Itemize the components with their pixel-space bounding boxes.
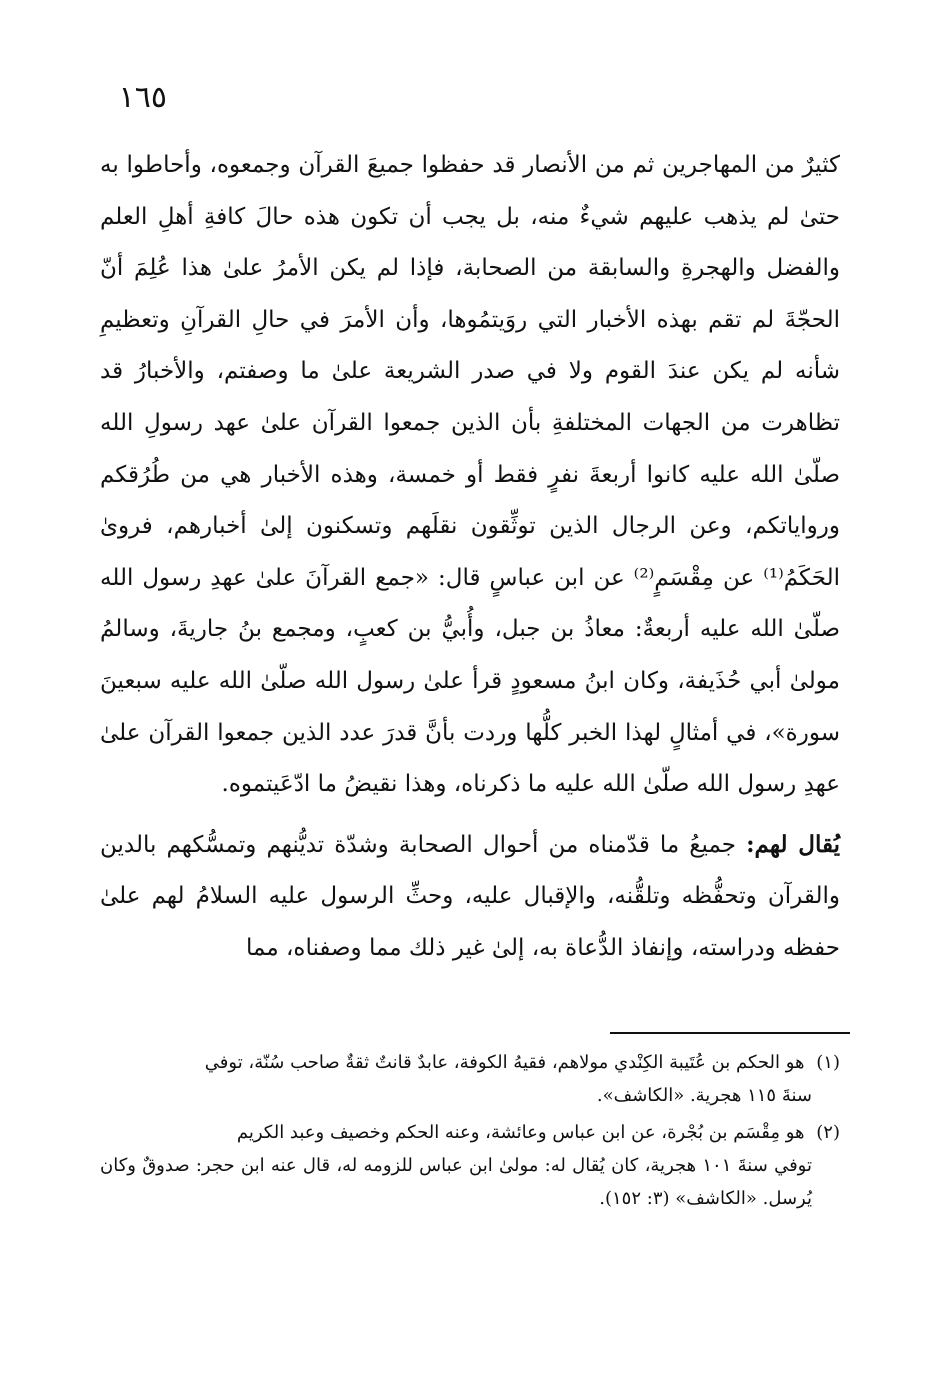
main-text xyxy=(100,140,840,975)
footnote-1-number: (١) xyxy=(816,1052,840,1073)
footnote-2-continuation: توفي سنةَ ١٠١ هجرية، كان يُقال له: مولىٰ ابن عباس للزومه له، قال عنه ابن حجر: صدوقٌ وكان يُرسل. «الكاشف» (٣: ١٥٢). xyxy=(100,1155,812,1209)
footnote-2-text: هو مِقْسَم بن بُجْرة، عن ابن عباس وعائشة، وعنه الحكم وخصيف وعبد الكريم xyxy=(236,1122,805,1143)
footnote-2 xyxy=(100,1116,840,1215)
paragraph-2 xyxy=(100,819,840,975)
paragraph-1: كثيرٌ من المهاجرين ثم من الأنصار قد حفظوا جميعَ القرآن وجمعوه، وأحاطوا به حتىٰ لم يذهب عليهم شيءٌ منه، بل يجب أن تكون هذه حالَ كافةِ أهلِ العلم والفضل والهجرةِ والسابقة من الصحابة، فإذا لم يكن الأمرُ علىٰ هذا عُلِمَ أنّ الحجّةَ لم تقم بهذه الأخبار التي روَيتمُوها، وأن الأمرَ في حالِ القرآنِ وتعظيمِ شأنه لم يكن عندَ القوم ولا في صدر الشريعة علىٰ ما وصفتم، والأخبارُ قد تظاهرت من الجهات المختلفةِ بأن الذين جمعوا القرآن علىٰ عهد رسولِ الله صلّىٰ الله عليه كانوا أربعةَ نفرٍ فقط أو خمسة، وهذه الأخبار هي من طُرُقكم ورواياتكم، وعن الرجال الذين توثِّقون نقلَهم وتسكنون إلىٰ أخبارهم، فروىٰ الحَكَمُ⁽¹⁾ عن مِقْسَمٍ⁽²⁾ عن ابن عباسٍ قال: «جمع القرآنَ علىٰ عهدِ رسول الله صلّىٰ الله عليه أربعةٌ: معاذُ بن جبل، وأُبيُّ بن كعبٍ، ومجمع بنُ جاريةَ، وسالمُ مولىٰ أبي حُذَيفة، وكان ابنُ مسعودٍ قرأ علىٰ رسول الله صلّىٰ الله عليه سبعينَ سورة»، في أمثالٍ لهذا الخبر كلُّها وردت بأنَّ قدرَ عدد الذين جمعوا القرآن علىٰ عهدِ رسول الله صلّىٰ الله عليه ما ذكرناه، وهذا نقيضُ ما ادّعَيتموه. xyxy=(100,152,840,798)
paragraph-2-lead: يُقال لهم: xyxy=(746,830,840,858)
footnote-2-number: (٢) xyxy=(816,1122,840,1143)
footnote-1-text: هو الحكم بن عُتَيبة الكِنْدي مولاهم، فقيهُ الكوفة، عابدٌ قانتٌ ثقةٌ صاحب سُنّة، توفي xyxy=(204,1052,805,1073)
footnote-1 xyxy=(100,1046,840,1112)
page-number: ١٦٥ xyxy=(118,80,167,115)
paragraph-2-text: جميعُ ما قدّمناه من أحوال الصحابة وشدّة تديُّنهم وتمسُّكهم بالدين والقرآن وتحفُّظه وتلقُّنه، والإقبال عليه، وحثِّ الرسول عليه السلامُ لهم علىٰ حفظه ودراسته، وإنفاذ الدُّعاة به، إلىٰ غير ذلك مما وصفناه، مما xyxy=(100,831,840,961)
footnote-separator xyxy=(610,1032,850,1034)
footnote-1-continuation: سنةَ ١١٥ هجرية. «الكاشف». xyxy=(596,1085,812,1106)
footnotes xyxy=(100,1046,840,1219)
